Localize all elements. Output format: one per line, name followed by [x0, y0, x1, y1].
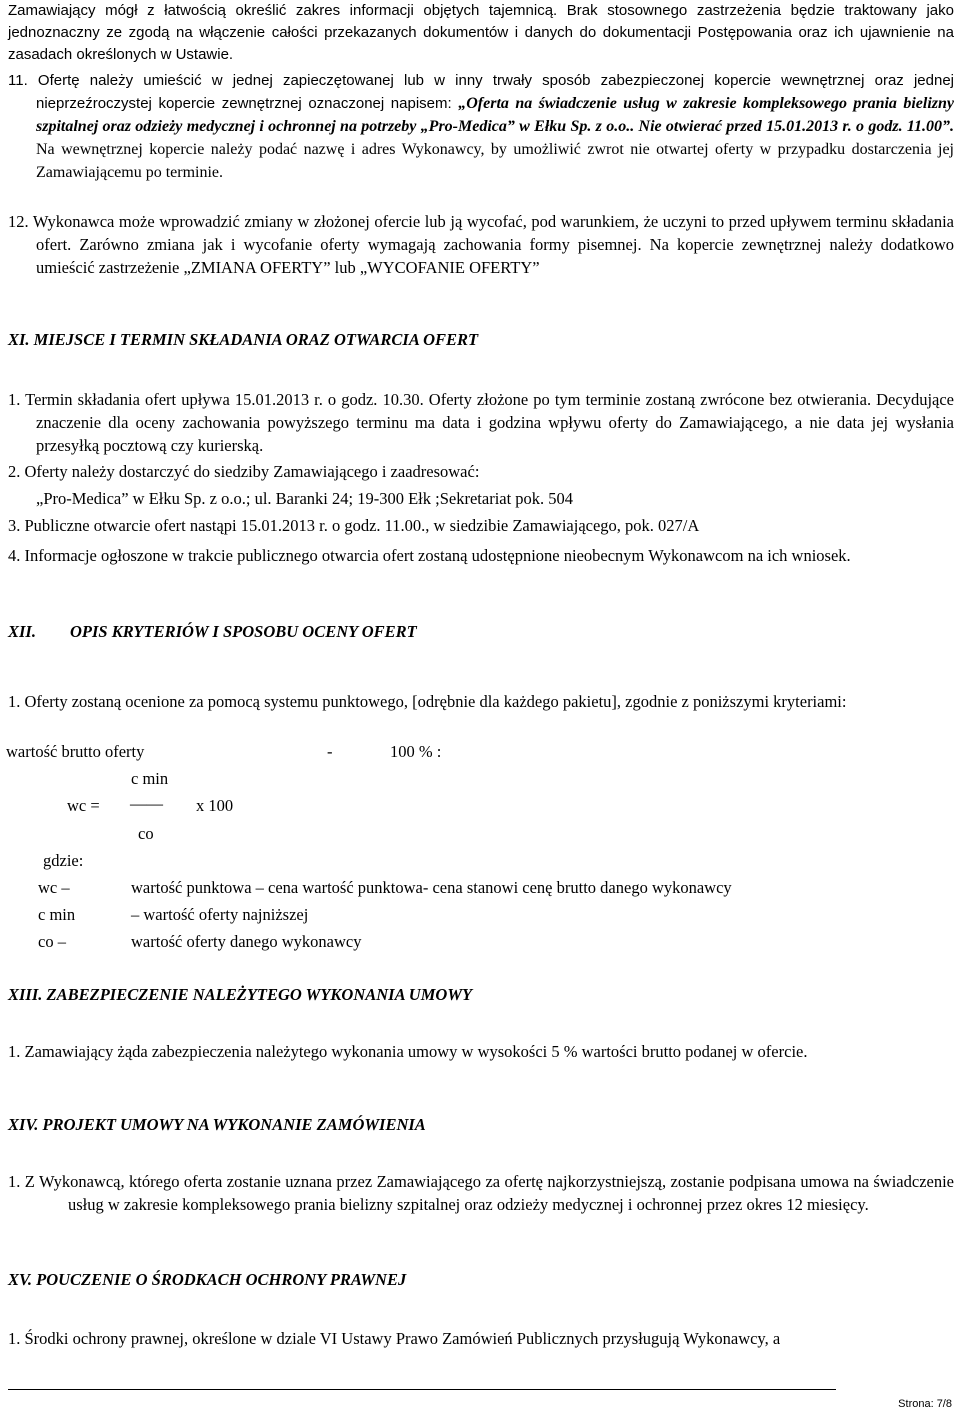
page-number: Strona: 7/8 [898, 1398, 952, 1410]
criterion-dash: - [327, 742, 333, 761]
section-xi-item-4: 4. Informacje ogłoszone w trakcie publicznego otwarcia ofert zostaną udostępnione nieobecnym Wykonawcom na ich wniosek. [8, 546, 851, 565]
section-xi-heading: XI. MIEJSCE I TERMIN SKŁADANIA ORAZ OTWARCIA OFERT [8, 330, 479, 349]
section-xii-item-1: 1. Oferty zostaną ocenione za pomocą systemu punktowego, [odrębnie dla każdego pakietu], zgodnie z poniższymi kryteriami: [8, 692, 847, 711]
def-symbol-wc: wc – [38, 878, 70, 897]
section-xiv-item-1: 1. Z Wykonawcą, którego oferta zostanie uznana przez Zamawiającego za ofertę najkorzystniejszą, zostanie podpisana umowa na świadczenie usług w zakresie kompleksowego prania bielizny szpitalnej oraz odzieży medycznej i ochronnej przez okres 12 miesięcy. [8, 1172, 954, 1214]
section-xv-heading: XV. POUCZENIE O ŚRODKACH OCHRONY PRAWNEJ [8, 1270, 407, 1289]
item-12-number: 12. [8, 212, 29, 231]
formula-denominator: co [138, 824, 154, 843]
item-11-text-b: Na wewnętrznej kopercie należy podać nazwę i adres Wykonawcy, by umożliwić zwrot nie otwartej oferty w przypadku dostarczenia jej Zamawiającemu po terminie. [36, 141, 954, 181]
def-desc-wc: wartość punktowa – cena wartość punktowa- cena stanowi cenę brutto danego wykonawcy [131, 878, 732, 897]
criterion-weight: 100 % : [390, 742, 442, 761]
def-symbol-cmin: c min [38, 905, 76, 924]
def-desc-cmin: – wartość oferty najniższej [131, 905, 309, 924]
formula-numerator: c min [131, 769, 169, 788]
section-xi-item-3: 3. Publiczne otwarcie ofert nastąpi 15.01.2013 r. o godz. 11.00., w siedzibie Zamawiającego, pok. 027/A [8, 516, 700, 535]
section-xii-heading-number: XII. [8, 622, 36, 641]
section-xiv-heading: XIV. PROJEKT UMOWY NA WYKONANIE ZAMÓWIENIA [8, 1115, 426, 1134]
section-xii-heading: OPIS KRYTERIÓW I SPOSOBU OCENY OFERT [70, 622, 417, 641]
item-11-text-a: Ofertę należy umieścić w jednej zapieczętowanej lub w inny trwały sposób zabezpieczonej kopercie wewnętrznej oraz jednej nieprzeźroczystej kopercie zewnętrznej oznaczonej napisem: [36, 72, 954, 112]
item-11-envelope-label: „Oferta na świadczenie usług w zakresie kompleksowego prania bielizny szpitalnej oraz odzieży medycznej i ochronnej na potrzeby „Pro-Medica” w Ełku Sp. z o.o.. Nie otwierać przed 15.01.2013 r. o godz. 11.00”. [36, 95, 954, 135]
formula-bar: —— [130, 794, 163, 813]
item-11 [8, 70, 954, 184]
intro-text: Zamawiający mógł z łatwością określić zakres informacji objętych tajemnicą. Brak stosownego zastrzeżenia będzie traktowany jako jednoznaczny ze zgodą na włączenie całości przekazanych dokumentów i danych do dokumentacji Postępowania oraz ich ujawnienie na zasadach określonych w Ustawie. [8, 2, 954, 63]
criterion-label: wartość brutto oferty [6, 742, 145, 761]
item-11-number: 11. [8, 72, 28, 89]
item-12-text: Wykonawca może wprowadzić zmiany w złożonej ofercie lub ją wycofać, pod warunkiem, że uczyni to przed upływem terminu składania ofert. Zarówno zmiana jak i wycofanie oferty wymagają zachowania formy pisemnej. Na kopercie zewnętrznej należy dodatkowo umieścić zastrzeżenie „ZMIANA OFERTY” lub „WYCOFANIE OFERTY” [32, 212, 955, 277]
section-xiii-heading: XIII. ZABEZPIECZENIE NALEŻYTEGO WYKONANIA UMOWY [8, 985, 473, 1004]
item-12 [8, 210, 954, 279]
section-xiii-item-1: 1. Zamawiający żąda zabezpieczenia należytego wykonania umowy w wysokości 5 % wartości brutto podanej w ofercie. [8, 1042, 808, 1061]
section-xi-address: „Pro-Medica” w Ełku Sp. z o.o.; ul. Baranki 24; 19-300 Ełk ;Sekretariat pok. 504 [36, 489, 574, 508]
formula-lhs: wc = [67, 796, 100, 815]
section-xi-item-1: 1. Termin składania ofert upływa 15.01.2013 r. o godz. 10.30. Oferty złożone po tym terminie zostaną zwrócone bez otwierania. Decydujące znaczenie dla oceny zachowania powyższego terminu ma data i godzina wpływu oferty do Zamawiającego, a nie data jej wysłania przesyłką pocztową czy kurierską. [8, 390, 954, 455]
formula-multiplier: x 100 [196, 796, 234, 815]
intro-paragraph [8, 0, 954, 66]
where-label: gdzie: [43, 851, 84, 870]
section-xv-item-1: 1. Środki ochrony prawnej, określone w dziale VI Ustawy Prawo Zamówień Publicznych przysługują Wykonawcy, a [8, 1329, 781, 1348]
def-symbol-co: co – [38, 932, 66, 951]
section-xi-item-2: 2. Oferty należy dostarczyć do siedziby Zamawiającego i zaadresować: [8, 462, 480, 481]
footer-divider [8, 1389, 836, 1390]
def-desc-co: wartość oferty danego wykonawcy [131, 932, 362, 951]
